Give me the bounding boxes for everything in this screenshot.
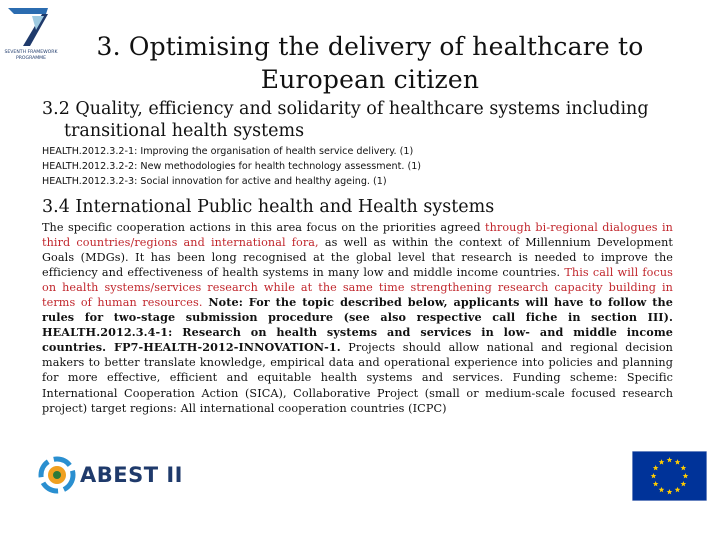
- section-3-4-body: [42, 220, 673, 416]
- fp7-logo-line2: PROGRAMME: [15, 56, 47, 61]
- topic-item: HEALTH.2012.3.2-3: Social innovation for active and healthy ageing. (1): [42, 176, 387, 187]
- abest-label: ABEST II: [80, 463, 183, 487]
- body-topic-id: HEALTH.2012.3.4-1: Research on health systems and services in low- and middle income countries. FP7-HEALTH-2012-INNOVATION-1.: [42, 325, 673, 355]
- body-highlight-dialogues: through bi-regional dialogues in third countries/regions and international fora,: [42, 221, 673, 250]
- eu-flag: [632, 451, 707, 501]
- topic-item: HEALTH.2012.3.2-2: New methodologies for health technology assessment. (1): [42, 161, 422, 172]
- fp7-logo-line1: SEVENTH FRAMEWORK: [4, 50, 58, 55]
- slide-title: 3. Optimising the delivery of healthcare to European citizen: [96, 32, 644, 94]
- body-highlight-focus: This call will focus on health systems/services research while at the same time strengthening research capacity building in terms of human resources.: [42, 266, 673, 310]
- abest-logo-center: [53, 471, 61, 479]
- body-intro: The specific cooperation actions in this area focus on the priorities agreed: [42, 221, 485, 234]
- section-3-2-heading-line1: 3.2 Quality, efficiency and solidarity of healthcare systems including: [42, 99, 649, 119]
- section-3-2-heading-line2: transitional health systems: [64, 121, 305, 141]
- section-3-2-topic-list: [42, 144, 682, 189]
- body-topic-description: Projects should allow national and regional decision makers to better translate knowledge, empirical data and operational experience into policies and planning for more effective, efficient and equitable health systems and services. Funding scheme: Specific International Cooperation Action (SICA), Collaborative Project (small or medium-scale focused research project) target regions: All international cooperation countries (ICPC): [42, 341, 673, 415]
- fp7-logo-bar: [8, 8, 48, 14]
- body-context: as well as within the context of Millennium Development Goals (MDGs). It has been long recognised at the global level that research is needed to improve the efficiency and effectiveness of health systems in many low and middle income countries.: [42, 236, 673, 280]
- body-note: Note: For the topic described below, applicants will have to follow the rules for two-stage submission procedure (see also respective call fiche in section III).: [42, 295, 673, 325]
- section-3-4-heading: 3.4 International Public health and Health systems: [42, 197, 495, 217]
- section-3-2-heading: [42, 98, 682, 142]
- topic-item: HEALTH.2012.3.2-1: Improving the organisation of health service delivery. (1): [42, 146, 414, 157]
